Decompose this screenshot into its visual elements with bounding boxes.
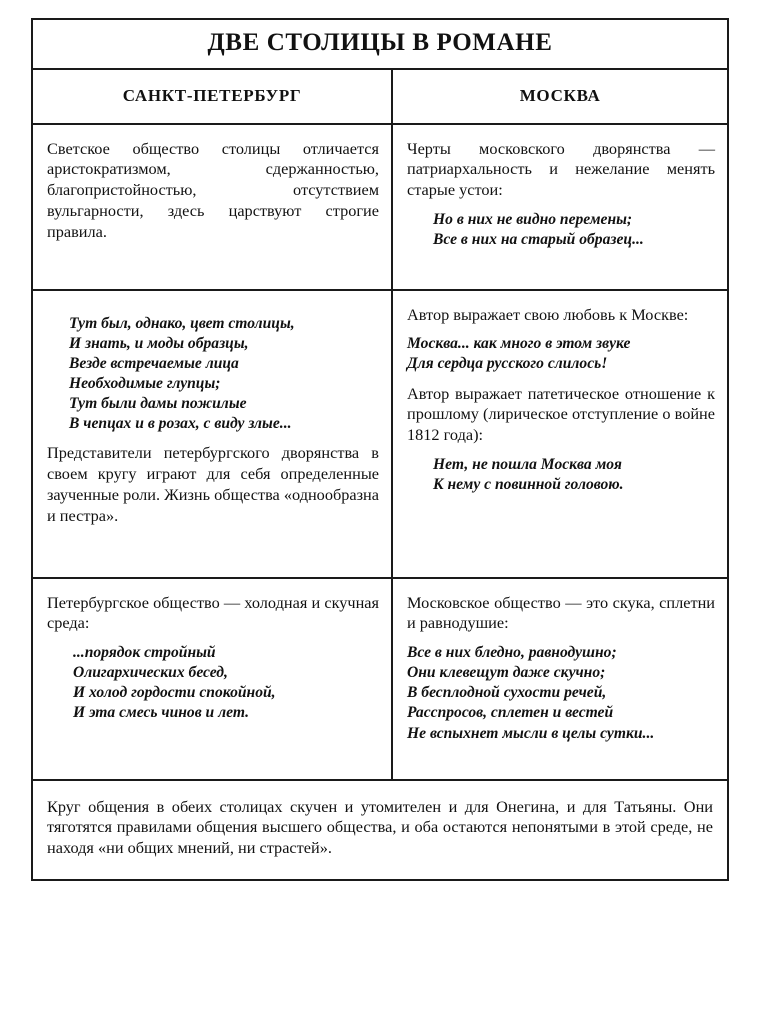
row-1-right-paragraph: Черты московского дворянства — патриархальность и нежелание менять старые устои: <box>407 138 715 200</box>
table-footer-row <box>33 781 727 880</box>
verse-line: В бесплодной сухости речей, <box>407 684 607 702</box>
verse-line: И знать, и моды образцы, <box>69 334 249 352</box>
verse-line: Расспросов, сплетен и вестей <box>407 704 614 722</box>
row-1-right-quote <box>433 210 715 250</box>
comparison-table <box>31 18 729 881</box>
footer-paragraph: Круг общения в обеих столицах скучен и утомителен и для Онегина, и для Татьяны. Они тяготятся правилами общения высшего общества, и оба остаются непонятыми в этой среде, не находя «ни общих мнений, ни страстей». <box>47 796 713 858</box>
verse-line: Везде встречаемые лица <box>69 354 239 372</box>
verse-line: Но в них не видно перемены; <box>433 211 633 229</box>
row-2-left-quote <box>69 314 379 434</box>
column-header-saint-petersburg <box>33 70 393 123</box>
row-2-left-cell <box>33 291 393 577</box>
verse-line: Они клевещут даже скучно; <box>407 664 606 682</box>
column-header-left-label: САНКТ-ПЕТЕРБУРГ <box>122 85 302 105</box>
verse-line: В чепцах и в розах, с виду злые... <box>69 414 292 432</box>
page-title: ДВЕ СТОЛИЦЫ В РОМАНЕ <box>207 29 553 56</box>
verse-line: Не вспыхнет мысли в целы сутки... <box>407 724 655 742</box>
verse-line: Необходимые глупцы; <box>69 374 221 392</box>
table-title-row <box>33 20 727 70</box>
verse-line: И эта смесь чинов и лет. <box>73 704 250 722</box>
row-3-left-quote <box>73 643 379 723</box>
verse-line: Москва... как много в этом звуке <box>407 335 631 353</box>
verse-line: ...порядок стройный <box>73 644 216 662</box>
verse-line: Олигархических бесед, <box>73 664 228 682</box>
row-1-right-cell <box>393 125 727 289</box>
row-3-left-cell <box>33 579 393 779</box>
column-header-right-label: МОСКВА <box>519 85 601 105</box>
row-3-right-cell <box>393 579 727 779</box>
row-1-left-paragraph: Светское общество столицы отличается аристократизмом, сдержанностью, благопристойностью, отсутствием вульгарности, здесь царствуют строгие правила. <box>47 138 379 242</box>
verse-line: И холод гордости спокойной, <box>73 684 276 702</box>
row-3-left-paragraph: Петербургское общество — холодная и скучная среда: <box>47 592 379 633</box>
row-3-right-quote <box>407 643 715 743</box>
verse-line: Тут были дамы пожилые <box>69 394 247 412</box>
row-1-left-cell <box>33 125 393 289</box>
verse-line: Все в них на старый образец... <box>433 231 644 249</box>
verse-line: Для сердца русского слилось! <box>407 355 608 373</box>
table-title-cell <box>33 20 727 68</box>
table-row <box>33 125 727 291</box>
table-row <box>33 291 727 579</box>
row-2-right-paragraph-1: Автор выражает свою любовь к Москве: <box>407 304 689 324</box>
row-2-right-paragraph-2: Автор выражает патетическое отношение к прошлому (лирическое отступление о войне 1812 года): <box>407 383 715 445</box>
row-3-right-paragraph: Московское общество — это скука, сплетни и равнодушие: <box>407 592 715 633</box>
footer-cell <box>33 781 727 880</box>
row-2-right-cell <box>393 291 727 577</box>
row-2-left-paragraph: Представители петербургского дворянства в своем кругу играют для себя определенные заученные роли. Жизнь общества «однообразна и пестра». <box>47 442 379 525</box>
column-header-moscow <box>393 70 727 123</box>
column-header-row <box>33 70 727 125</box>
verse-line: Тут был, однако, цвет столицы, <box>69 314 295 332</box>
table-row <box>33 579 727 781</box>
row-2-right-quote-2 <box>433 455 715 495</box>
verse-line: Все в них бледно, равнодушно; <box>407 644 617 662</box>
row-2-right-quote-1 <box>407 334 715 374</box>
verse-line: К нему с повинной головою. <box>433 476 624 494</box>
verse-line: Нет, не пошла Москва моя <box>433 456 622 474</box>
